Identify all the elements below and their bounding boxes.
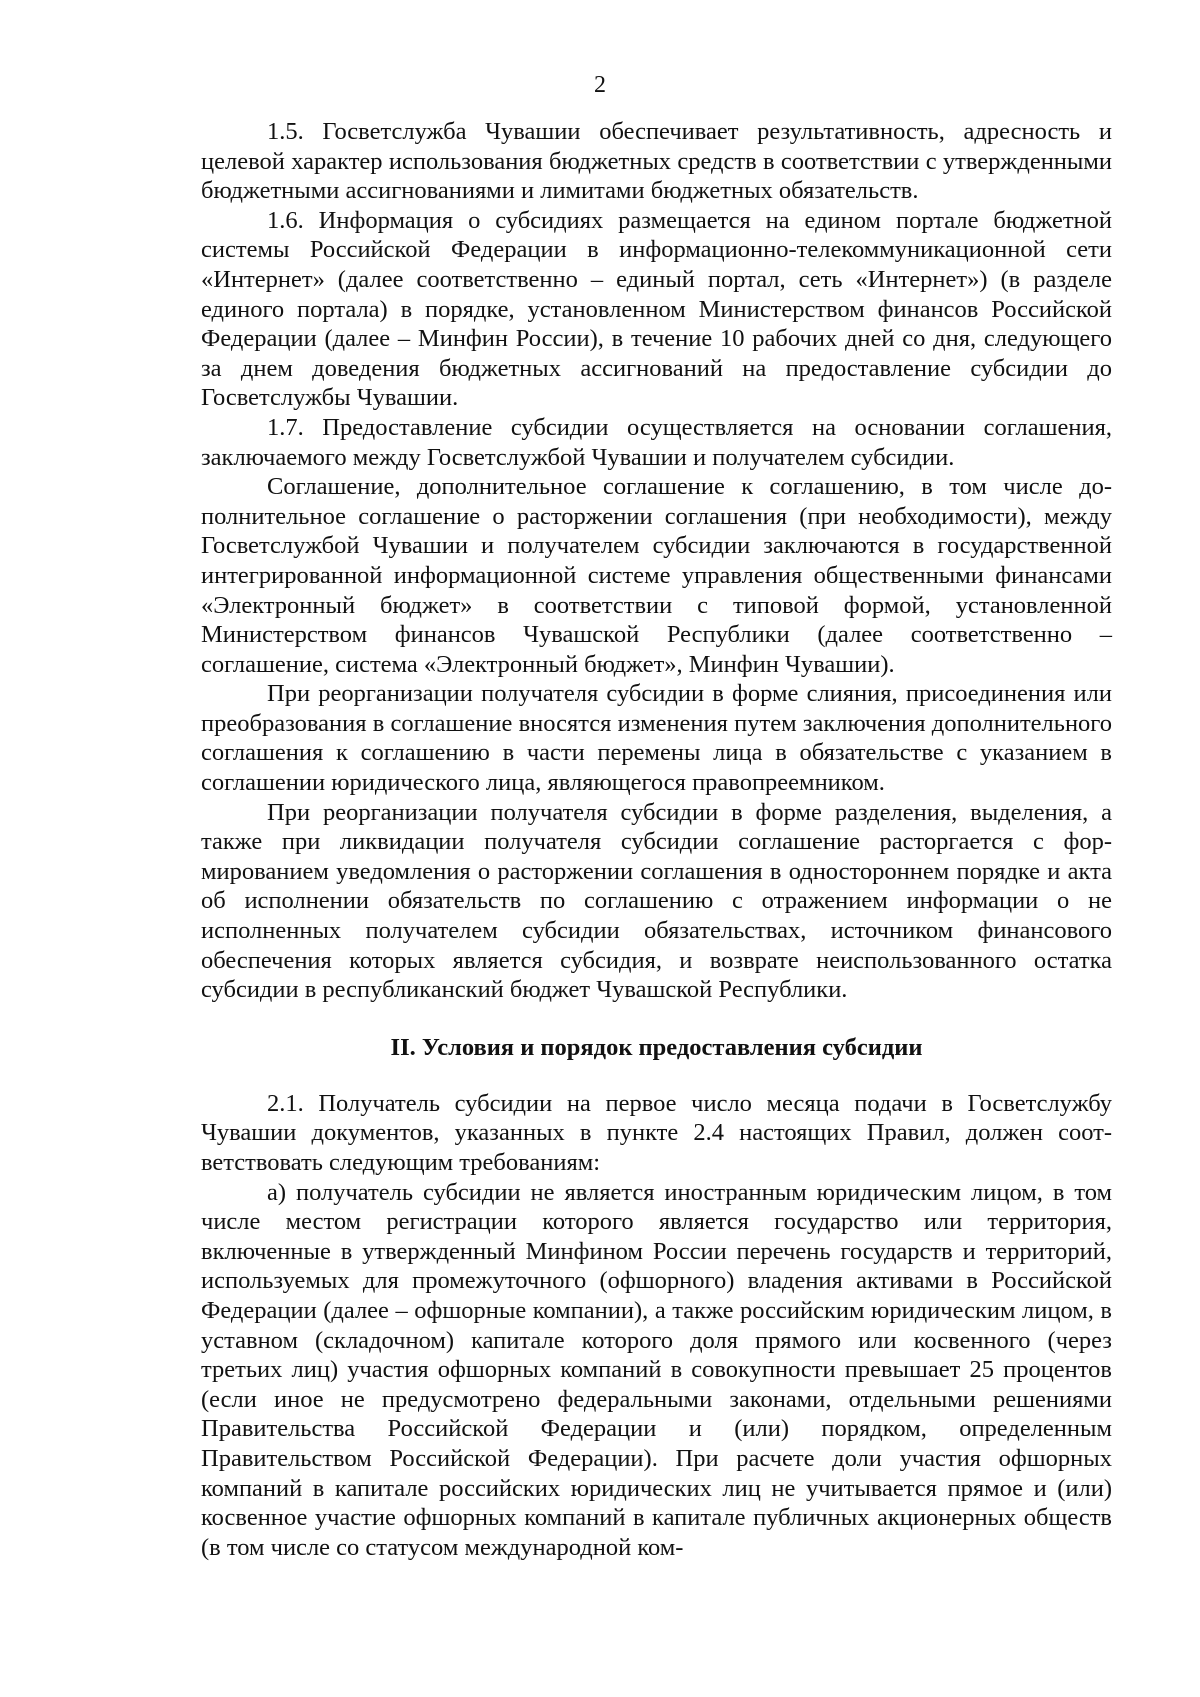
paragraph-reorganization-merger: При реорганизации получателя субсидии в форме слияния, присоединения или преобразования в соглашение вносятся изменения путем заключения дополнительного соглашения к соглашению в части перемены лица в обязательстве с указанием в соглашении юридического лица, являющегося правопреемником. [201,680,1112,797]
paragraph-1-5: 1.5. Госветслужба Чувашии обеспечивает результативность, адресность и целевой характер использования бюджетных средств в соответствии с утвержденными бюджетными ассигнованиями и лимитами бюджетных обязательств. [201,118,1112,205]
paragraph-2-1: 2.1. Получатель субсидии на первое число месяца подачи в Госветслужбу Чувашии документов, указанных в пункте 2.4 настоящих Правил, должен соответствовать следующим требованиям: [201,1089,1112,1176]
section-heading: II. Условия и порядок предоставления субсидии [390,1033,923,1061]
paragraph-1-6: 1.6. Информация о субсидиях размещается на едином портале бюджетной системы Российской Федерации в информационно-телекоммуникационной сети «Интернет» (далее соответственно – единый портал, сеть «Интернет») (в разделе единого портала) в порядке, установленном Министерством финансов Российской Федерации (далее – Минфин России), в течение 10 рабочих дней со дня, следующего за днем доведения бюджетных ассигнований на предоставление субсидии до Госветслужбы Чувашии. [201,206,1112,412]
paragraph-reorganization-division: При реорганизации получателя субсидии в форме разделения, выделения, а также при ликвидации получателя субсидии соглашение расторгается с формированием уведомления о расторжении соглашения в одностороннем порядке и акта об исполнении обязательств по соглашению с отражением информации о не исполненных получателем субсидии обязательствах, источником финансового обеспечения которых является субсидия, и возврате неиспользованного остатка субсидии в республиканский бюджет Чувашской Республики. [201,798,1112,1004]
paragraph-2-1-a: а) получатель субсидии не является иностранным юридическим лицом, в том числе местом регистрации которого является государство или территория, включенные в утвержденный Минфином России перечень государств и территорий, используемых для промежуточного (офшорного) владения активами в Российской Федерации (далее – офшорные компании), а также российским юридическим лицом, в уставном (складочном) капитале которого доля прямого или косвенного (через третьих лиц) участия офшорных компаний в совокупности превышает 25 процентов (если иное не предусмотрено федеральными законами, отдельными решениями Правительства Российской Федерации и (или) порядком, определенным Правительством Российской Федерации). При расчете доли участия офшорных компаний в капитале российских юридических лиц не учитывается прямое и (или) косвенное участие офшорных компаний в капитале публичных акционерных обществ (в том числе со статусом международной ком- [201,1178,1112,1561]
page-number: 2 [594,72,606,98]
document-body [201,117,1112,1562]
paragraph-agreement: Соглашение, дополнительное соглашение к соглашению, в том числе дополнительное соглашение о расторжении соглашения (при необходимости), между Госветслужбой Чувашии и получателем субсидии заключаются в государственной интегрированной информационной системе управления общественными финансами «Электронный бюджет» в соответствии с типовой формой, установленной Министерством финансов Чувашской Республики (далее соответственно – соглашение, система «Электронный бюджет», Минфин Чувашии). [201,473,1112,678]
paragraph-1-7: 1.7. Предоставление субсидии осуществляется на основании соглашения, заключаемого между Госветслужбой Чувашии и получателем субсидии. [201,413,1112,471]
